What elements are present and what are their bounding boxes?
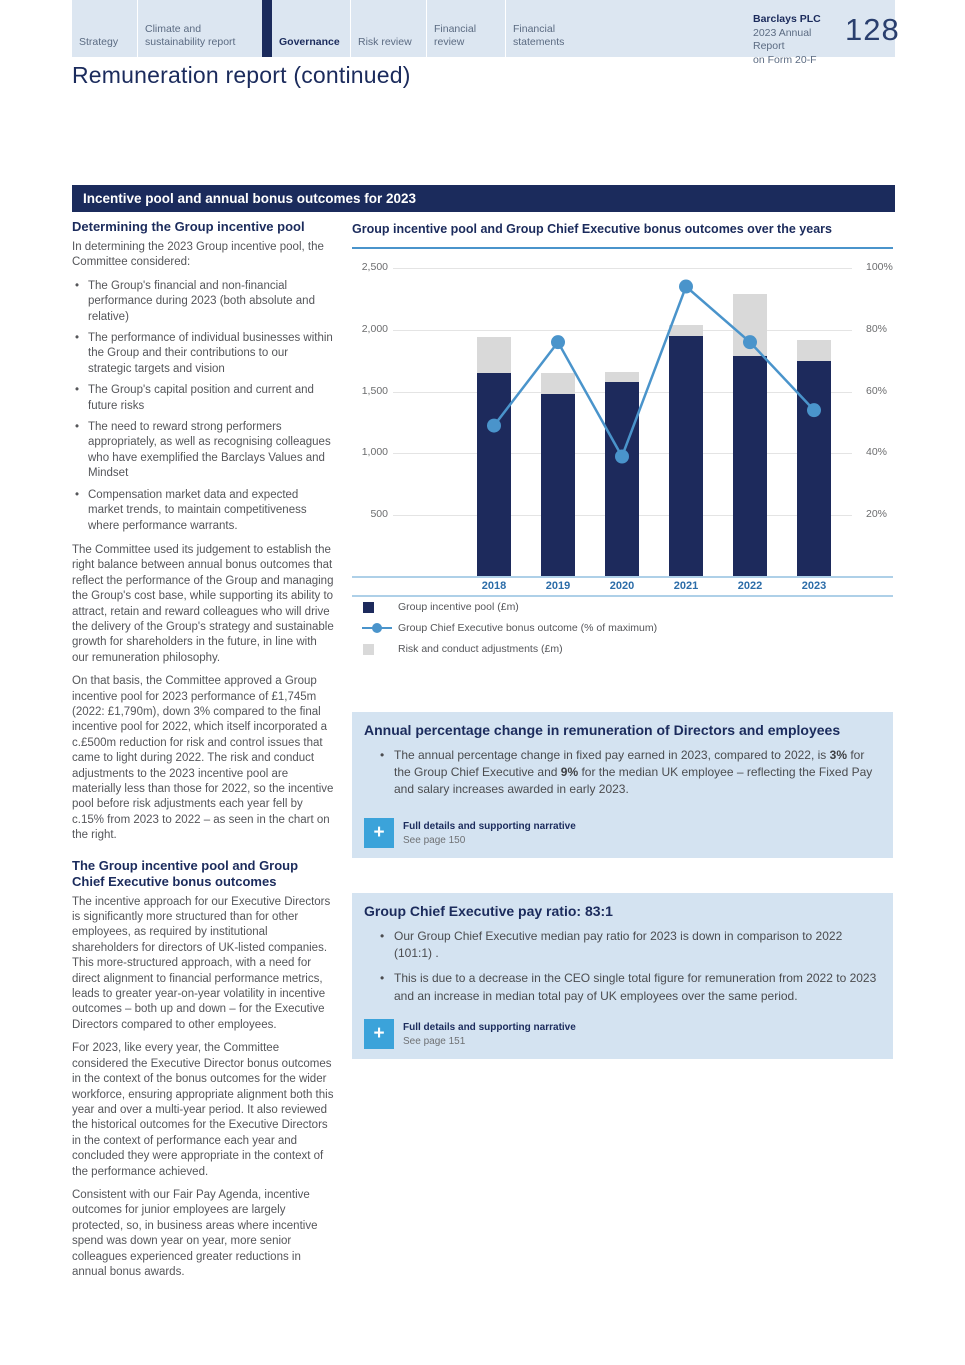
right-axis-tick: 80%: [866, 322, 888, 335]
right-axis-tick: 40%: [866, 446, 888, 459]
list-item: • The Group's capital position and current and future risks: [72, 383, 334, 414]
legend-label: Group incentive pool (£m): [398, 601, 519, 613]
tab-financial-review[interactable]: Financial review: [426, 0, 505, 57]
year-label-2021: 2021: [673, 580, 699, 592]
left-axis-tick: 1,500: [361, 384, 388, 397]
plus-expand-button[interactable]: +: [364, 1019, 394, 1049]
chart-title-rule: [352, 247, 893, 249]
legend-item: [362, 600, 657, 614]
details-link: [364, 1019, 576, 1049]
tab-financial-statements[interactable]: Financial statements: [505, 0, 585, 57]
legend-item: [362, 621, 657, 635]
legend-label: Risk and conduct adjustments (£m): [398, 643, 563, 655]
chart-bottom-rule: [352, 595, 893, 597]
intro-paragraph: In determining the 2023 Group incentive pool, the Committee considered:: [72, 241, 324, 269]
list-item: • The performance of individual businesses within the Group and their contributions to our strategic targets and vision: [72, 331, 334, 377]
callout-bullet: • This is due to a decrease in the CEO single total figure for remuneration from 2022 to 2023 and an increase in median total pay of UK employees over the same period.: [364, 970, 879, 1005]
callout-title: Annual percentage change in remuneration of Directors and employees: [364, 722, 841, 738]
top-nav: [72, 0, 900, 66]
year-label-2018: 2018: [481, 580, 507, 592]
line-marker: [487, 419, 501, 433]
tab-climate-and-sustainability-report[interactable]: Climate and sustainability report: [137, 0, 262, 57]
left-axis-tick: 500: [370, 508, 388, 521]
year-label-2020: 2020: [609, 580, 635, 592]
details-link-page[interactable]: See page 151: [403, 1035, 466, 1047]
ceo-bonus-line: [393, 255, 852, 577]
left-column: [72, 219, 334, 1288]
left-axis-tick: 1,000: [361, 446, 388, 459]
paragraph: On that basis, the Committee approved a Group incentive pool for 2023 performance of £1,745m (2022: £1,790m), down 3% compared to the final incentive pool for 2022, which itself incorporated a c.£500m reduction for risk and control issues that came to light during 2022. The risk and conduct adjustments to the 2023 incentive pool are materially less than those for 2022, so the incentive pool before risk adjustments each year fell by c.15% from 2023 to 2022 – as seen in the chart on the right.: [72, 675, 334, 842]
callout-bullet: • The annual percentage change in fixed pay earned in 2023, compared to 2022, is 3% for the Group Chief Executive and 9% for the median UK employee – reflecting the Fixed Pay and salary increases awarded in early 2023.: [364, 747, 879, 799]
line-marker: [679, 280, 693, 294]
right-axis-tick: 60%: [866, 384, 888, 397]
year-label-2023: 2023: [801, 580, 827, 592]
x-axis-line: [352, 576, 893, 578]
details-link-page[interactable]: See page 150: [403, 834, 466, 846]
right-axis-tick: 100%: [866, 261, 893, 273]
callout-bullets: [364, 928, 879, 1006]
page-number: 128: [845, 12, 900, 47]
line-marker: [551, 335, 565, 349]
report-brand: [753, 0, 845, 66]
callout-bullets: [364, 747, 879, 799]
top-nav-tabs: [72, 0, 585, 57]
chart-title: Group incentive pool and Group Chief Executive bonus outcomes over the years: [352, 222, 832, 236]
callout-ceo-pay-ratio: [352, 893, 893, 1059]
callout-annual-percentage-change: [352, 712, 893, 858]
brand-line2: 2023 Annual Report: [753, 26, 812, 53]
details-link-title: Full details and supporting narrative: [403, 821, 576, 832]
paragraph: The Committee used its judgement to establish the right balance between annual bonus outcomes that reflect the performance of the Group and managing the Group's cost base, while supporting its ability to attract, retain and reward colleagues who will drive the delivery of the Group's strategy and sustainable growth for shareholders in the future, in line with our remuneration philosophy.: [72, 543, 334, 664]
tab-governance[interactable]: Governance: [262, 0, 350, 57]
legend-item: [362, 642, 657, 656]
nav-filler: [585, 0, 753, 57]
right-column: [352, 222, 893, 1062]
left-axis-tick: 2,500: [361, 261, 388, 273]
brand-line1: Barclays PLC: [753, 13, 821, 25]
tab-risk-review[interactable]: Risk review: [350, 0, 426, 57]
legend-square-icon: [362, 602, 392, 613]
legend-square-icon: [362, 644, 392, 655]
details-link: [364, 818, 576, 848]
list-item: • The Group's financial and non-financial performance during 2023 (both absolute and relative): [72, 279, 334, 325]
year-label-2019: 2019: [545, 580, 571, 592]
line-marker: [615, 449, 629, 463]
heading-pool-and-bonus: The Group incentive pool and Group Chief Executive bonus outcomes: [72, 857, 299, 889]
brand-line3: on Form 20-F: [753, 53, 817, 66]
list-item: • Compensation market data and expected market trends, to maintain competitiveness where performance warrants.: [72, 488, 334, 534]
year-label-2022: 2022: [737, 580, 763, 592]
legend-label: Group Chief Executive bonus outcome (% of maximum): [398, 622, 658, 634]
heading-determining-pool: Determining the Group incentive pool: [72, 219, 305, 234]
right-axis-tick: 20%: [866, 508, 888, 521]
paragraph: The incentive approach for our Executive Directors is significantly more structured than for other employees, as required by institutional shareholders for directors of UK-listed companies. This more-structured approach, with a need for direct alignment to financial performance metrics, leads to greater year-on-year volatility in incentive outcomes – both up and down – for the Executive Directors compared to other employees.: [72, 895, 331, 1031]
line-marker: [743, 335, 757, 349]
tab-strategy[interactable]: Strategy: [79, 36, 119, 49]
section-banner: Incentive pool and annual bonus outcomes for 2023: [72, 185, 895, 212]
callout-bullet: • Our Group Chief Executive median pay ratio for 2023 is down in comparison to 2022 (101:1) .: [364, 928, 879, 963]
list-item: • The need to reward strong performers appropriately, as well as recognising colleagues who have exemplified the Barclays Values and Mindset: [72, 420, 334, 482]
page-title: Remuneration report (continued): [72, 62, 411, 88]
considerations-list: [72, 279, 334, 534]
paragraph: Consistent with our Fair Pay Agenda, incentive outcomes for junior employees are largely protected, so, in business areas where incentive spend was down year on year, more senior colleagues experienced greater reductions in annual bonus awards.: [72, 1188, 318, 1278]
details-link-title: Full details and supporting narrative: [403, 1022, 576, 1033]
plus-expand-button[interactable]: +: [364, 818, 394, 848]
chart-legend: [362, 600, 657, 663]
left-axis-tick: 2,000: [361, 322, 388, 335]
legend-line-icon: [362, 623, 392, 633]
callout-title: Group Chief Executive pay ratio: 83:1: [364, 903, 613, 919]
line-marker: [807, 403, 821, 417]
paragraph: For 2023, like every year, the Committee considered the Executive Director bonus outcomes in the context of the bonus outcomes for the wider workforce, ensuring appropriate alignment both this year and over a multi-year period. It also reviewed the historical outcomes for the Executive Directors in the context of performance each year and concluded they were appropriate in the context of the performance achieved.: [72, 1042, 334, 1178]
